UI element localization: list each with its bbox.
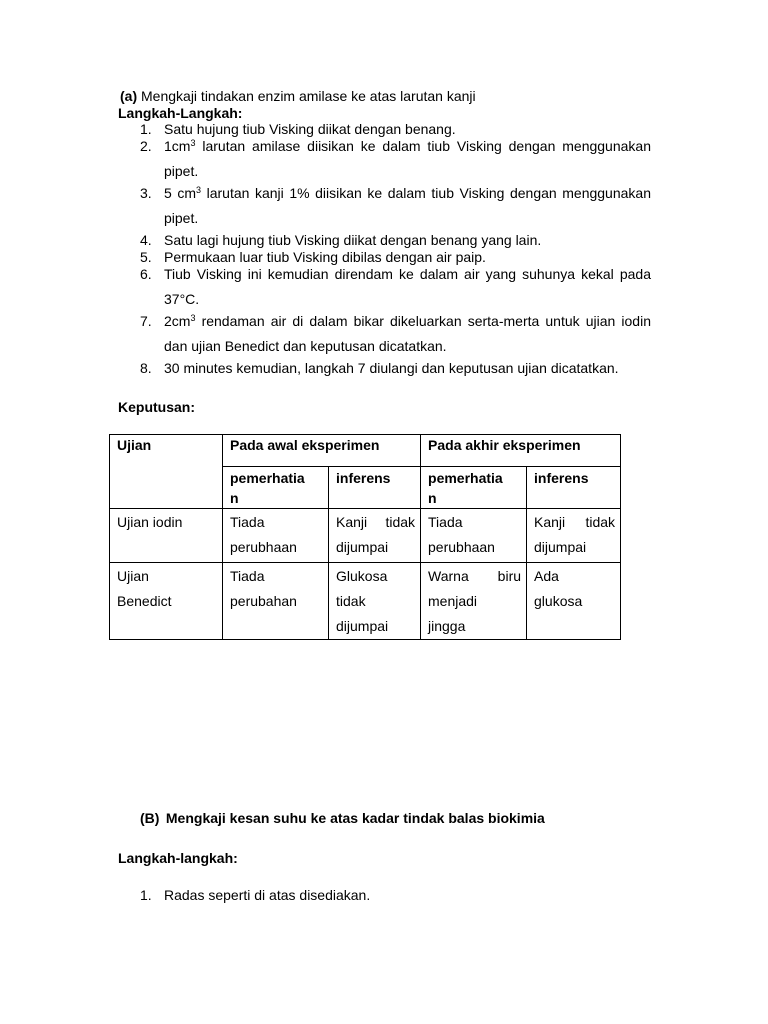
results-heading: Keputusan: bbox=[118, 399, 195, 415]
step-text: $1cm^3$ larutan amilase diisikan ke dalam tiub Visking dengan menggunakan pipet. bbox=[164, 138, 651, 179]
subheader-akhir-pemerhatian: pemerhatia n bbox=[421, 467, 527, 509]
cell-akhir-inferens: Kanji tidak dijumpai bbox=[527, 509, 621, 563]
header-akhir: Pada akhir eksperimen bbox=[421, 435, 621, 467]
step-number: 2. bbox=[140, 138, 152, 154]
subheader-awal-inferens: inferens bbox=[329, 467, 421, 509]
header-awal: Pada awal eksperimen bbox=[223, 435, 421, 467]
step-number: 5. bbox=[140, 249, 152, 265]
cell-awal-pemerhatian: Tiada perubhaan bbox=[223, 509, 329, 563]
step-6 bbox=[140, 262, 651, 312]
step-7 bbox=[140, 309, 651, 359]
cell-ujian: Ujian iodin bbox=[110, 509, 223, 563]
step-number: 4. bbox=[140, 232, 152, 248]
cell-awal-inferens: Glukosa tidak dijumpai bbox=[329, 563, 421, 640]
step-text: 5 $cm^3$ larutan kanji 1% diisikan ke dalam tiub Visking dengan menggunakan pipet. bbox=[164, 185, 651, 226]
step-number: 8. bbox=[140, 360, 152, 376]
step-number: 1. bbox=[140, 121, 152, 137]
step-number: 3. bbox=[140, 185, 152, 201]
section-b-title: Mengkaji kesan suhu ke atas kadar tindak balas biokimia bbox=[165, 810, 545, 826]
cell-awal-inferens: Kanji tidak dijumpai bbox=[329, 509, 421, 563]
cell-ujian: Ujian Benedict bbox=[110, 563, 223, 640]
table-row bbox=[110, 563, 621, 640]
step-2 bbox=[140, 134, 651, 184]
step-text: Tiub Visking ini kemudian direndam ke dalam air yang suhunya kekal pada 37°C. bbox=[164, 266, 651, 307]
section-a-label: (a) bbox=[120, 88, 138, 104]
table-row bbox=[110, 509, 621, 563]
section-b-label: (B) bbox=[140, 810, 160, 826]
section-a-steps-heading: Langkah-Langkah: bbox=[118, 105, 243, 121]
section-a-title-line bbox=[120, 88, 476, 105]
section-a-steps-list bbox=[140, 121, 651, 382]
section-a-title: Mengkaji tindakan enzim amilase ke atas larutan kanji bbox=[141, 88, 476, 104]
header-ujian: Ujian bbox=[110, 435, 223, 509]
section-b-steps-heading: Langkah-langkah: bbox=[118, 850, 238, 866]
subheader-akhir-inferens: inferens bbox=[527, 467, 621, 509]
table-header-row bbox=[110, 435, 621, 467]
results-table bbox=[109, 434, 621, 640]
section-b-title-line bbox=[140, 810, 545, 827]
cell-awal-pemerhatian: Tiada perubahan bbox=[223, 563, 329, 640]
step-4 bbox=[140, 232, 651, 249]
cell-akhir-pemerhatian: Tiada perubhaan bbox=[421, 509, 527, 563]
step-text: Satu lagi hujung tiub Visking diikat dengan benang yang lain. bbox=[164, 232, 542, 248]
section-b-step-1 bbox=[140, 887, 370, 904]
subheader-awal-pemerhatian: pemerhatia n bbox=[223, 467, 329, 509]
cell-akhir-inferens: Ada glukosa bbox=[527, 563, 621, 640]
step-8 bbox=[140, 356, 651, 381]
step-text: 30 minutes kemudian, langkah 7 diulangi dan keputusan ujian dicatatkan. bbox=[164, 360, 619, 376]
step-number: 1. bbox=[140, 887, 152, 903]
cell-akhir-pemerhatian: Warna biru menjadi jingga bbox=[421, 563, 527, 640]
step-text: Radas seperti di atas disediakan. bbox=[164, 887, 371, 903]
step-text: Permukaan luar tiub Visking dibilas dengan air paip. bbox=[164, 249, 486, 265]
step-text: $2cm^3$ rendaman air di dalam bikar dikeluarkan serta-merta untuk ujian iodin dan ujian Benedict dan keputusan dicatatkan. bbox=[164, 313, 651, 354]
step-number: 7. bbox=[140, 313, 152, 329]
step-number: 6. bbox=[140, 266, 152, 282]
step-text: Satu hujung tiub Visking diikat dengan benang. bbox=[164, 121, 456, 137]
step-3 bbox=[140, 181, 651, 231]
